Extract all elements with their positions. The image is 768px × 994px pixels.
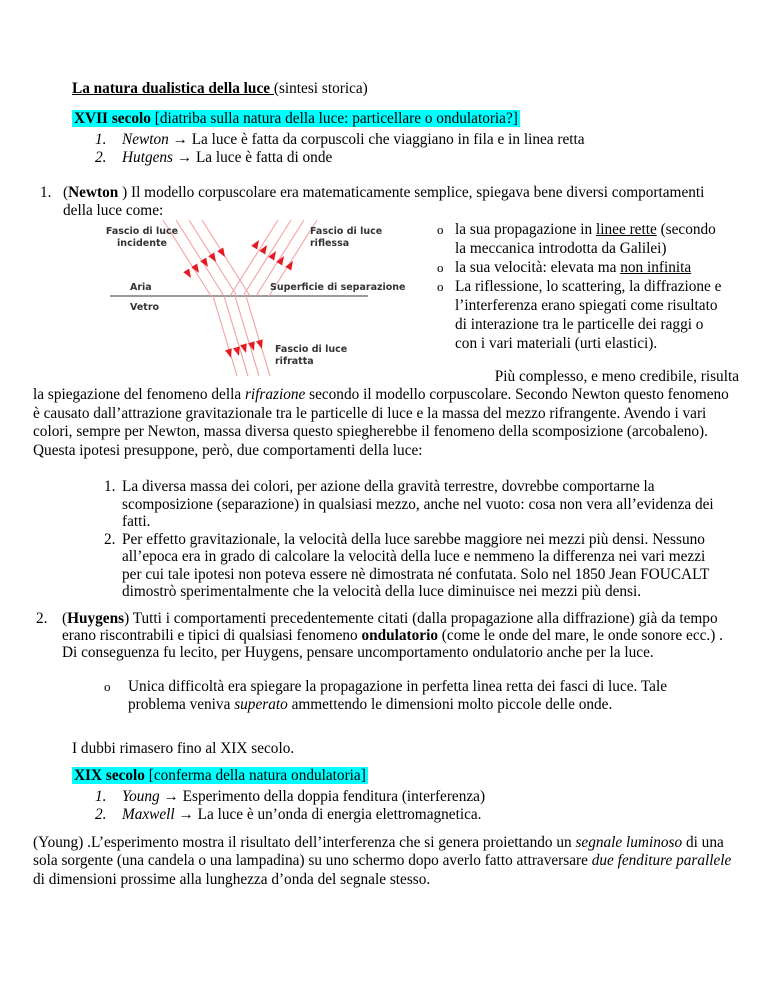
newton-bullet-list bbox=[437, 220, 725, 353]
refracted-beam bbox=[213, 296, 270, 376]
section-xvii-list bbox=[95, 131, 735, 168]
young-paragraph: (Young) .L’esperimento mostra il risultato dell’interferenza che si genera proiettando un segnale luminoso di una sola sorgente (una candela o una lampadina) su uno schermo dopo averlo fatto attraversare due fenditure parallele di dimensioni prossime alla lunghezza d’onda del segnale stesso. bbox=[33, 834, 732, 888]
list-item-text: Per effetto gravitazionale, la velocità della luce sarebbe maggiore nei mezzi più densi. Nessuno all’epoca era in grado di calcolare la velocità della luce e nemmeno la differenza nei vari mezzi per cui tale ipotesi non poteva essere nè dimostrata né confutata. Solo nel 1850 Jean FOUCALT dimostrò sperimentalmente che la velocità della luce diminuisce nei mezzi più densi. bbox=[122, 530, 710, 600]
huygens-item bbox=[36, 610, 736, 661]
newton-item-text: (Newton ) Il modello corpuscolare era matematicamente semplice, spiegava bene diversi comportamenti della luce come: bbox=[63, 184, 705, 220]
list-item-text: La diversa massa dei colori, per azione della gravità terrestre, dovrebbe comportarne la scomposizione (separazione) in qualsiasi mezzo, anche nel vuoto: cosa non vera all’evidenza dei fatti. bbox=[122, 478, 714, 530]
highlighted-heading-xix: XIX secolo [conferma della natura ondulatoria] bbox=[74, 767, 366, 784]
refracted-arrows-icon bbox=[225, 339, 265, 359]
refraction-diagram bbox=[85, 218, 430, 386]
diagram-label-reflected-line1: Fascio di luce bbox=[310, 226, 383, 237]
list-item-number: 1. bbox=[40, 184, 52, 201]
bullet-text: la sua propagazione in linee rette (secondo la meccanica introdotta da Galilei) bbox=[455, 221, 716, 257]
interlude-line: I dubbi rimasero fino al XIX secolo. bbox=[72, 740, 295, 757]
list-item bbox=[104, 531, 730, 601]
diagram-label-incident-line2: incidente bbox=[117, 238, 167, 249]
bullet-marker: o bbox=[104, 679, 111, 694]
bullet-item bbox=[437, 258, 725, 277]
paragraph-followup: Questa ipotesi presuppone, però, due comportamenti della luce: bbox=[33, 441, 423, 459]
newton-item bbox=[40, 184, 708, 221]
list-item-text: Young → Esperimento della doppia fenditura (interferenza) bbox=[122, 788, 486, 805]
diagram-label-reflected-line2: riflessa bbox=[310, 238, 350, 249]
paragraph-intro-line: Più complesso, e meno credibile, risulta bbox=[494, 368, 739, 385]
list-item-text: Maxwell → La luce è un’onda di energia elettromagnetica. bbox=[122, 806, 482, 824]
huygens-item-text: (Huygens) Tutti i comportamenti precedentemente citati (dalla propagazione alla diffrazione) già da tempo erano riscontrabili e tipici di qualsiasi fenomeno ondulatorio (come le onde del mare, le onde sonore ecc.) . Di conseguenza fu lecito, per Huygens, pensare uncomportamento ondulatorio anche per la luce. bbox=[62, 610, 723, 661]
bullet-item bbox=[437, 220, 725, 258]
list-item-number: 1. bbox=[95, 788, 107, 805]
highlighted-heading-xvii: XVII secolo [diatriba sulla natura della luce: particellare o ondulatoria?] bbox=[74, 110, 518, 127]
refraction-diagram-figure bbox=[85, 218, 430, 386]
section-xvii-heading bbox=[72, 110, 520, 128]
diagram-label-incident-line1: Fascio di luce bbox=[105, 226, 179, 237]
list-item-number: 2. bbox=[36, 610, 48, 627]
list-item-number: 2. bbox=[95, 806, 107, 824]
refraction-paragraph bbox=[33, 368, 739, 460]
section-xix-list bbox=[95, 788, 735, 825]
document-title: La natura dualistica della luce (sintesi storica) bbox=[72, 80, 368, 97]
huygens-sub-bullet bbox=[104, 678, 716, 713]
section-xix-heading bbox=[72, 767, 368, 785]
bullet-marker: o bbox=[437, 222, 444, 237]
list-item bbox=[104, 478, 730, 531]
bullet-text: La riflessione, lo scattering, la diffrazione e l’interferenza erano spiegati come risultato di interazione tra le particelle dei raggi o con i vari materiali (urti elastici). bbox=[455, 278, 722, 352]
bullet-text: Unica difficoltà era spiegare la propagazione in perfetta linea retta dei fasci di luce. Tale problema veniva superato ammettendo le dimensioni molto piccole delle onde. bbox=[128, 678, 668, 713]
bullet-item bbox=[437, 277, 725, 353]
list-item bbox=[95, 788, 735, 806]
list-item bbox=[95, 806, 735, 824]
list-item-number: 1. bbox=[104, 478, 116, 495]
diagram-label-air: Aria bbox=[130, 282, 152, 293]
bullet-text: la sua velocità: elevata ma non infinita bbox=[455, 259, 692, 276]
list-item-number: 2. bbox=[95, 149, 107, 167]
diagram-label-refracted-line2: rifratta bbox=[275, 356, 314, 367]
bullet-marker: o bbox=[437, 260, 444, 275]
list-item-number: 2. bbox=[104, 530, 116, 548]
list-item bbox=[95, 149, 735, 167]
bullet-marker: o bbox=[437, 279, 444, 294]
diagram-label-refracted-line1: Fascio di luce bbox=[275, 344, 348, 355]
list-item-number: 1. bbox=[95, 131, 107, 148]
list-item-text: Newton → La luce è fatta da corpuscoli che viaggiano in fila e in linea retta bbox=[122, 131, 585, 148]
list-item-text: Hutgens → La luce è fatta di onde bbox=[122, 149, 333, 167]
hypothesis-list bbox=[104, 478, 730, 601]
diagram-label-glass: Vetro bbox=[130, 302, 160, 313]
list-item bbox=[95, 131, 735, 149]
paragraph-body: la spiegazione del fenomeno della rifrazione secondo il modello corpuscolare. Secondo Newton questo fenomeno è causato dall’attrazione gravitazionale tra le particelle di luce e la massa del mezzo rifrangente. Avendo i vari colori, sempre per Newton, massa diversa questo spiegherebbe il fenomeno della scomposizione (arcobaleno). bbox=[33, 386, 729, 441]
diagram-label-surface: Superficie di separazione bbox=[270, 282, 406, 293]
